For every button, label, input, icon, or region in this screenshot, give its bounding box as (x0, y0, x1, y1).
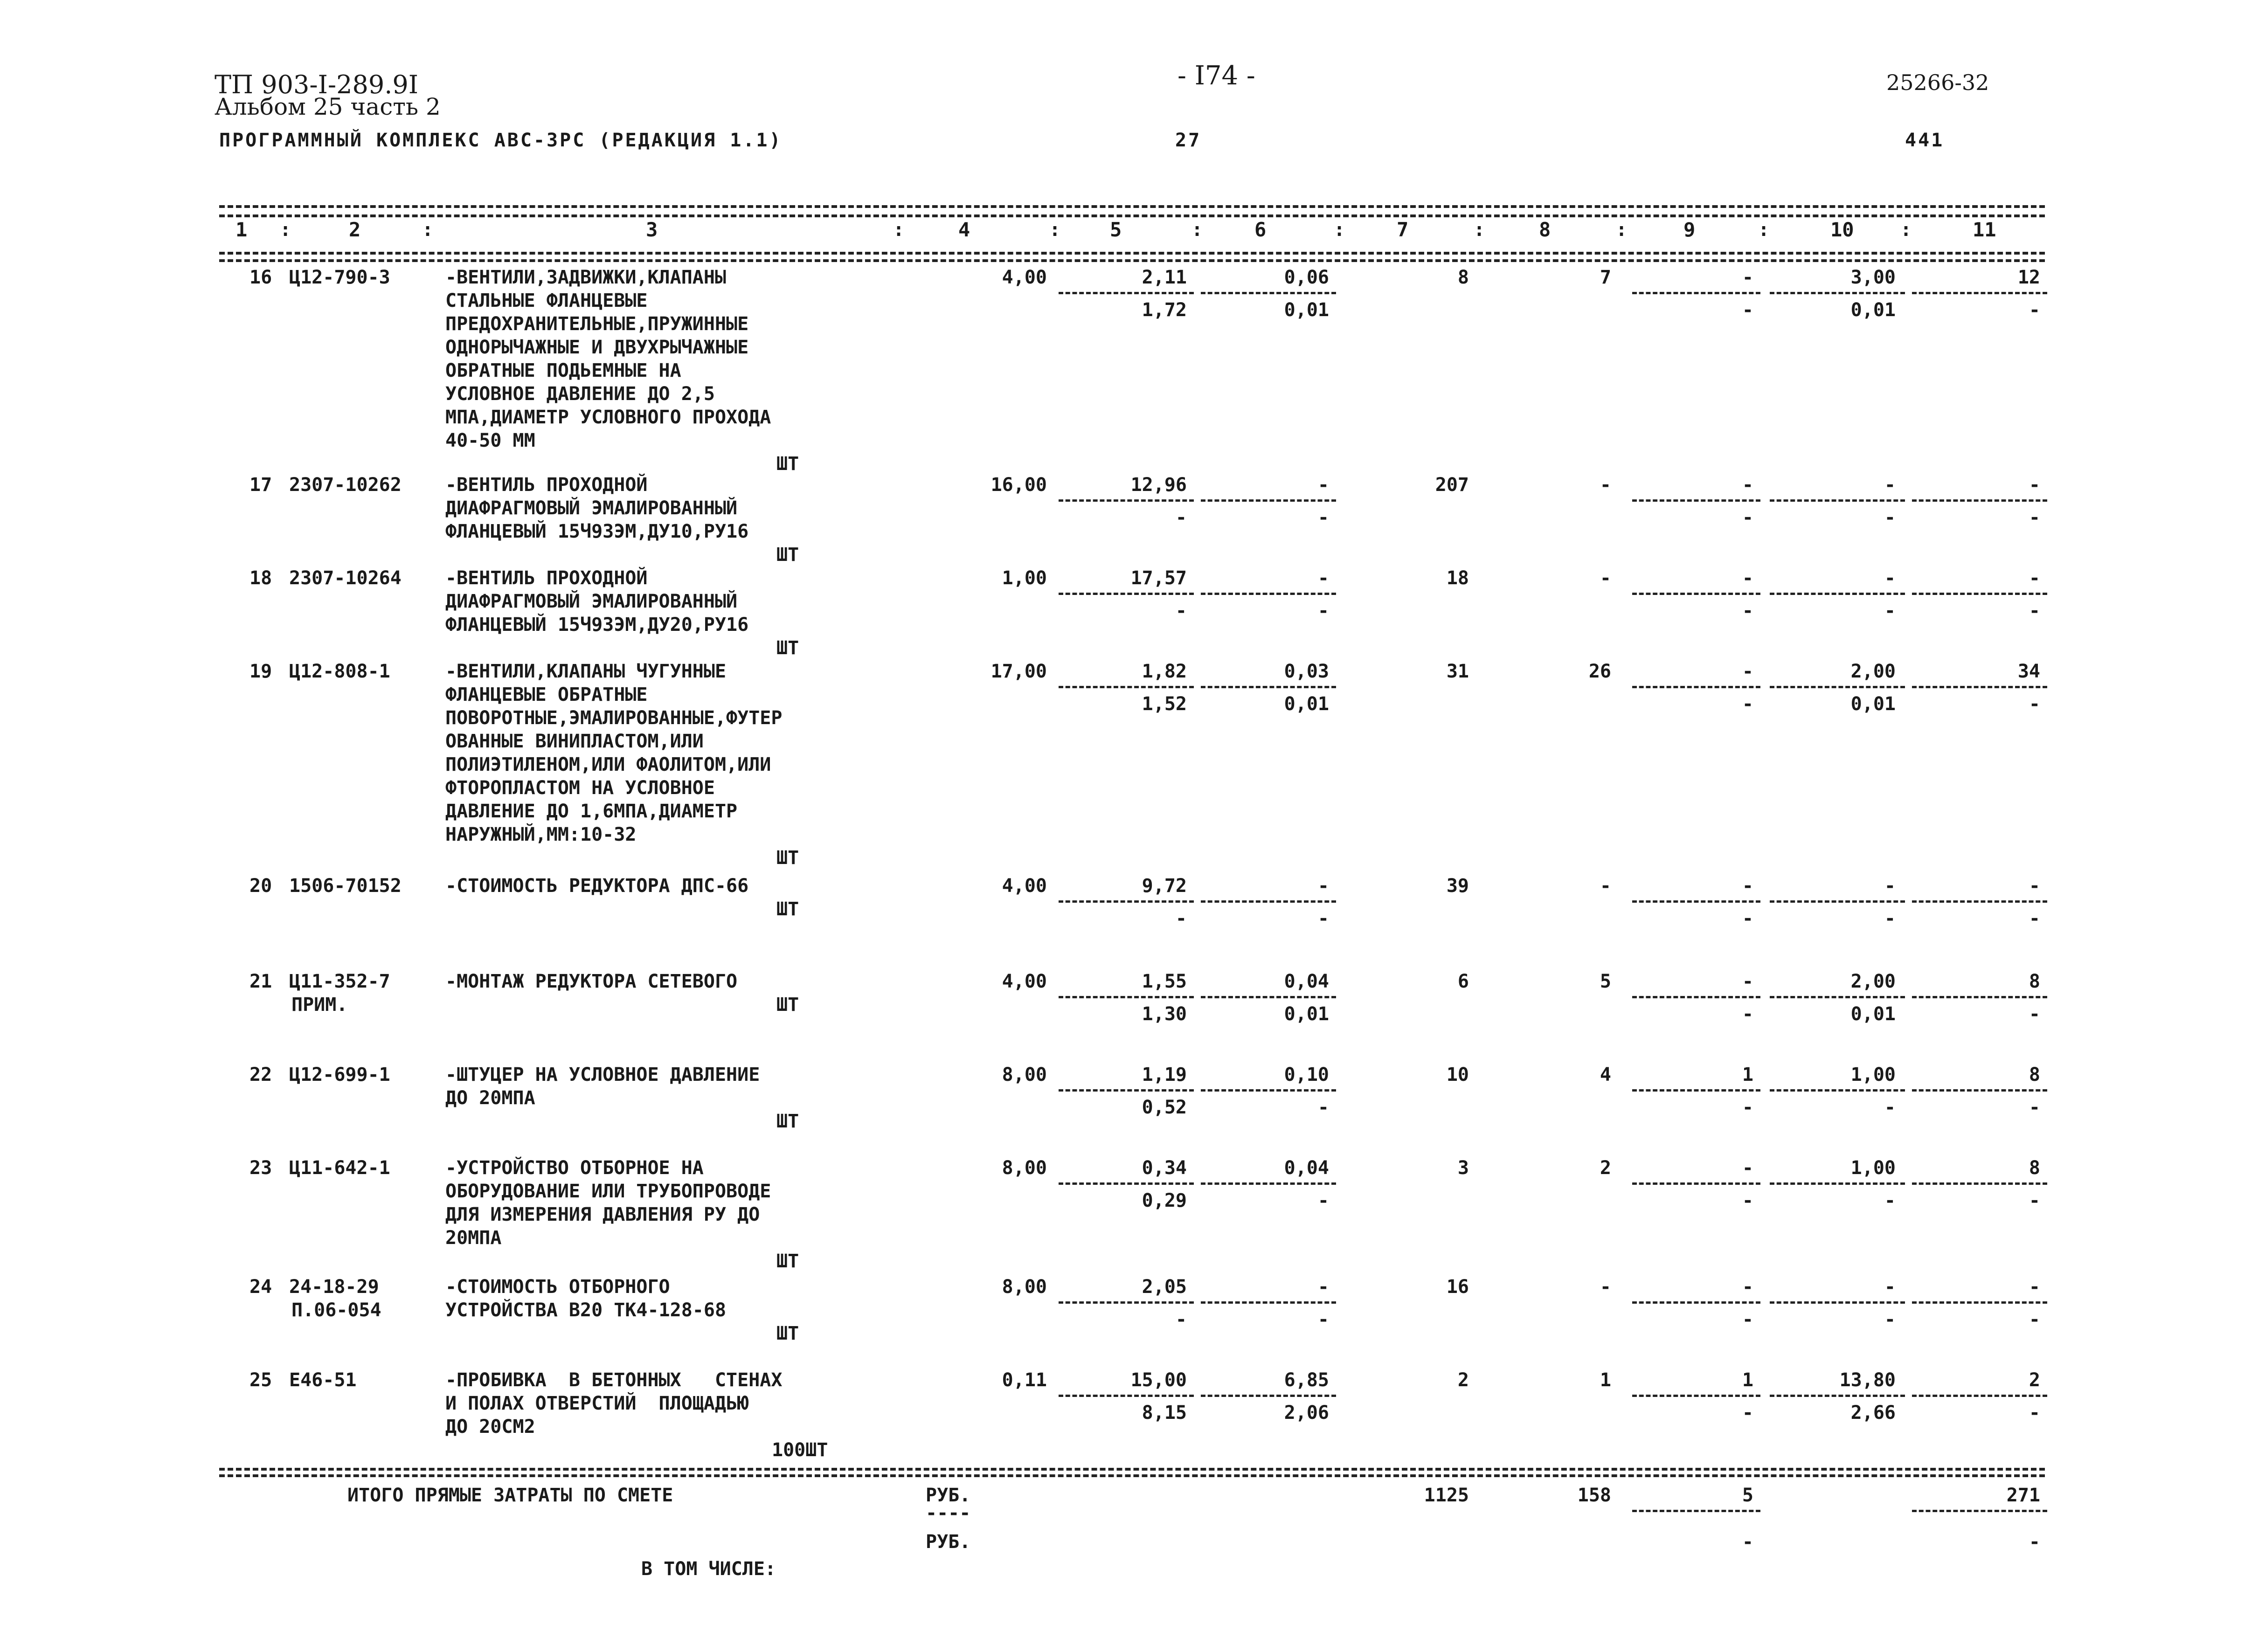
value-col-11: 2 (2029, 1369, 2040, 1391)
work-description: ОБРАТНЫЕ ПОДЬЕМНЫЕ НА (445, 360, 681, 381)
work-description: -МОНТАЖ РЕДУКТОРА СЕТЕВОГО (445, 971, 738, 992)
value-col-5: 17,57 (1130, 567, 1187, 589)
value-col-8: 1 (1600, 1369, 1611, 1391)
value-col-8: - (1600, 474, 1611, 496)
including-label: В ТОМ ЧИСЛЕ: (641, 1558, 776, 1580)
subvalue-separator-6 (1201, 1301, 1336, 1304)
unit-of-measure: ШТ (776, 899, 799, 920)
rate-code: 2307-10264 (289, 567, 402, 589)
work-description: ДО 20МПА (445, 1087, 535, 1109)
unit-of-measure: ШТ (776, 1111, 799, 1132)
value-col-5: 15,00 (1130, 1369, 1187, 1391)
value-col-5: 1,55 (1142, 971, 1187, 992)
column-header-3: 3 (646, 218, 658, 241)
value-col-4: 8,00 (1002, 1064, 1047, 1085)
column-separator: : (280, 219, 291, 241)
column-separator: : (1191, 219, 1203, 241)
row-number: 23 (249, 1157, 272, 1179)
column-separator: : (1049, 219, 1061, 241)
subvalue-separator-9 (1632, 686, 1760, 688)
value-col-5: 2,05 (1142, 1276, 1187, 1298)
value-col-10: 3,00 (1850, 267, 1896, 288)
subvalue-separator-6 (1201, 499, 1336, 502)
value-col-5: 0,34 (1142, 1157, 1187, 1179)
work-description: И ПОЛАХ ОТВЕРСТИЙ ПЛОЩАДЬЮ (445, 1393, 749, 1414)
value-col-11: 8 (2029, 1157, 2040, 1179)
totals-col-8: 158 (1577, 1485, 1611, 1506)
value-col-8: 4 (1600, 1064, 1611, 1085)
document-code: ТП 903-I-289.9I (215, 70, 419, 99)
subvalue-separator-10 (1770, 499, 1905, 502)
value-col-11: 12 (2017, 267, 2040, 288)
rate-code: Ц12-808-1 (289, 661, 390, 682)
value-col-4: 16,00 (990, 474, 1047, 496)
subvalue-col-9: - (1742, 1003, 1753, 1025)
work-description: НАРУЖНЫЙ,ММ:10-32 (445, 824, 637, 845)
subvalue-col-5: - (1175, 507, 1187, 528)
value-col-11: - (2029, 567, 2040, 589)
table-top-rule-2 (219, 214, 2045, 217)
row-number: 19 (249, 661, 272, 682)
column-header-4: 4 (958, 218, 970, 241)
subvalue-separator-6 (1201, 1089, 1336, 1092)
value-col-4: 4,00 (1002, 267, 1047, 288)
work-description: ДИАФРАГМОВЫЙ ЭМАЛИРОВАННЫЙ (445, 591, 738, 612)
work-description: МПА,ДИАМЕТР УСЛОВНОГО ПРОХОДА (445, 407, 771, 428)
value-col-9: - (1742, 971, 1753, 992)
value-col-9: - (1742, 1276, 1753, 1298)
subvalue-col-11: - (2029, 299, 2040, 321)
subvalue-col-5: 0,52 (1142, 1097, 1187, 1118)
subvalue-separator-6 (1201, 292, 1336, 294)
row-number: 20 (249, 875, 272, 897)
value-col-7: 18 (1446, 567, 1469, 589)
subvalue-col-10: - (1884, 600, 1896, 622)
totals-unit-separator: ---- (926, 1502, 971, 1524)
value-col-6: 0,03 (1284, 661, 1329, 682)
subvalue-col-6: - (1317, 1190, 1329, 1211)
subvalue-col-9: - (1742, 600, 1753, 622)
subvalue-separator-9 (1632, 499, 1760, 502)
unit-of-measure: ШТ (776, 637, 799, 659)
value-col-5: 12,96 (1130, 474, 1187, 496)
subvalue-separator-10 (1770, 900, 1905, 903)
totals-col-9: 5 (1742, 1485, 1753, 1506)
value-col-4: 8,00 (1002, 1276, 1047, 1298)
row-number: 22 (249, 1064, 272, 1085)
subvalue-col-11: - (2029, 600, 2040, 622)
subvalue-col-11: - (2029, 908, 2040, 929)
subvalue-col-6: 0,01 (1284, 1003, 1329, 1025)
subvalue-separator-10 (1770, 1395, 1905, 1397)
column-header-7: 7 (1397, 218, 1409, 241)
table-header-bottom-rule (219, 252, 2045, 255)
subvalue-col-6: 0,01 (1284, 693, 1329, 715)
subvalue-col-6: 0,01 (1284, 299, 1329, 321)
value-col-10: 13,80 (1839, 1369, 1896, 1391)
value-col-9: - (1742, 474, 1753, 496)
value-col-5: 2,11 (1142, 267, 1187, 288)
subvalue-separator-5 (1059, 499, 1194, 502)
subvalue-col-5: - (1175, 908, 1187, 929)
totals-separator-11 (1912, 1510, 2047, 1512)
subvalue-col-9: - (1742, 507, 1753, 528)
subvalue-separator-6 (1201, 900, 1336, 903)
value-col-11: 8 (2029, 971, 2040, 992)
unit-of-measure: ШТ (776, 994, 799, 1016)
subvalue-col-10: 0,01 (1850, 1003, 1896, 1025)
value-col-9: - (1742, 875, 1753, 897)
totals-sub-col-11: - (2029, 1531, 2040, 1553)
rate-code: Ц12-699-1 (289, 1064, 390, 1085)
subvalue-separator-11 (1912, 686, 2047, 688)
subvalue-separator-10 (1770, 1301, 1905, 1304)
rate-code: 1506-70152 (289, 875, 402, 897)
column-header-5: 5 (1110, 218, 1122, 241)
value-col-8: 26 (1588, 661, 1611, 682)
subvalue-col-9: - (1742, 299, 1753, 321)
work-description: -ВЕНТИЛЬ ПРОХОДНОЙ (445, 567, 648, 589)
subvalue-col-6: - (1317, 1309, 1329, 1330)
subvalue-col-5: - (1175, 1309, 1187, 1330)
subvalue-col-10: 0,01 (1850, 299, 1896, 321)
work-description: -ВЕНТИЛИ,ЗАДВИЖКИ,КЛАПАНЫ (445, 267, 727, 288)
work-description: ФТОРОПЛАСТОМ НА УСЛОВНОЕ (445, 777, 715, 799)
subvalue-col-10: 0,01 (1850, 693, 1896, 715)
subvalue-separator-11 (1912, 1089, 2047, 1092)
value-col-4: 4,00 (1002, 875, 1047, 897)
row-number: 21 (249, 971, 272, 992)
subvalue-separator-9 (1632, 292, 1760, 294)
value-col-11: 8 (2029, 1064, 2040, 1085)
value-col-7: 31 (1446, 661, 1469, 682)
value-col-8: - (1600, 567, 1611, 589)
value-col-8: - (1600, 875, 1611, 897)
totals-label: ИТОГО ПРЯМЫЕ ЗАТРАТЫ ПО СМЕТЕ (347, 1485, 673, 1506)
value-col-7: 207 (1435, 474, 1469, 496)
rate-code: П.06-054 (291, 1299, 381, 1321)
value-col-4: 17,00 (990, 661, 1047, 682)
subvalue-col-5: 1,52 (1142, 693, 1187, 715)
subvalue-separator-11 (1912, 1182, 2047, 1185)
subvalue-separator-11 (1912, 996, 2047, 998)
subvalue-separator-6 (1201, 686, 1336, 688)
column-header-9: 9 (1683, 218, 1696, 241)
album-label: Альбом 25 часть 2 (215, 93, 441, 120)
value-col-5: 9,72 (1142, 875, 1187, 897)
subvalue-separator-5 (1059, 1182, 1194, 1185)
column-separator: : (1616, 219, 1628, 241)
rate-code: ПРИМ. (291, 994, 348, 1016)
subvalue-separator-10 (1770, 1182, 1905, 1185)
work-description: -УСТРОЙСТВО ОТБОРНОЕ НА (445, 1157, 704, 1179)
subvalue-separator-5 (1059, 1301, 1194, 1304)
totals-top-rule-2 (219, 1474, 2045, 1477)
table-top-rule (219, 205, 2045, 208)
form-number: 441 (1905, 130, 1945, 151)
subvalue-separator-5 (1059, 900, 1194, 903)
subvalue-separator-11 (1912, 292, 2047, 294)
subvalue-col-6: 2,06 (1284, 1402, 1329, 1424)
column-header-6: 6 (1254, 218, 1267, 241)
subvalue-separator-6 (1201, 593, 1336, 595)
value-col-8: - (1600, 1276, 1611, 1298)
column-separator: : (1758, 219, 1770, 241)
subvalue-col-11: - (2029, 693, 2040, 715)
work-description: ДАВЛЕНИЕ ДО 1,6МПА,ДИАМЕТР (445, 801, 738, 822)
rate-code: 2307-10262 (289, 474, 402, 496)
work-description: ОБОРУДОВАНИЕ ИЛИ ТРУБОПРОВОДЕ (445, 1181, 771, 1202)
work-description: ДЛЯ ИЗМЕРЕНИЯ ДАВЛЕНИЯ РУ ДО (445, 1204, 760, 1225)
unit-of-measure: ШТ (776, 1251, 799, 1272)
subvalue-separator-11 (1912, 1395, 2047, 1397)
value-col-6: - (1317, 567, 1329, 589)
value-col-4: 4,00 (1002, 971, 1047, 992)
subvalue-col-5: - (1175, 600, 1187, 622)
work-description: ДО 20СМ2 (445, 1416, 535, 1438)
subvalue-col-5: 8,15 (1142, 1402, 1187, 1424)
value-col-6: 6,85 (1284, 1369, 1329, 1391)
subvalue-col-11: - (2029, 507, 2040, 528)
unit-of-measure: ШТ (776, 544, 799, 566)
subvalue-col-11: - (2029, 1402, 2040, 1424)
value-col-8: 2 (1600, 1157, 1611, 1179)
value-col-6: 0,10 (1284, 1064, 1329, 1085)
value-col-7: 10 (1446, 1064, 1469, 1085)
value-col-11: - (2029, 1276, 2040, 1298)
subvalue-col-9: - (1742, 1309, 1753, 1330)
totals-unit: РУБ. (926, 1485, 971, 1506)
value-col-10: 2,00 (1850, 971, 1896, 992)
subvalue-col-6: - (1317, 507, 1329, 528)
subvalue-col-9: - (1742, 908, 1753, 929)
value-col-6: 0,04 (1284, 1157, 1329, 1179)
subvalue-separator-6 (1201, 1182, 1336, 1185)
work-description: -ПРОБИВКА В БЕТОННЫХ СТЕНАХ (445, 1369, 783, 1391)
subvalue-col-11: - (2029, 1003, 2040, 1025)
subvalue-col-9: - (1742, 1097, 1753, 1118)
value-col-7: 16 (1446, 1276, 1469, 1298)
subvalue-separator-5 (1059, 1089, 1194, 1092)
value-col-7: 39 (1446, 875, 1469, 897)
totals-col-7: 1125 (1424, 1485, 1469, 1506)
column-separator: : (893, 219, 905, 241)
column-separator: : (1900, 219, 1912, 241)
row-number: 25 (249, 1369, 272, 1391)
subvalue-separator-10 (1770, 593, 1905, 595)
value-col-9: - (1742, 267, 1753, 288)
value-col-8: 7 (1600, 267, 1611, 288)
value-col-9: 1 (1742, 1064, 1753, 1085)
work-description: ОВАННЫЕ ВИНИПЛАСТОМ,ИЛИ (445, 731, 704, 752)
row-number: 16 (249, 267, 272, 288)
subvalue-separator-10 (1770, 686, 1905, 688)
software-name: ПРОГРАММНЫЙ КОМПЛЕКС АВС-3РС (РЕДАКЦИЯ 1.1) (219, 130, 783, 151)
column-header-1: 1 (235, 218, 248, 241)
work-description: ПРЕДОХРАНИТЕЛЬНЫЕ,ПРУЖИННЫЕ (445, 313, 749, 335)
column-separator: : (422, 219, 434, 241)
sheet-number: 27 (1175, 130, 1202, 151)
work-description: -ВЕНТИЛИ,КЛАПАНЫ ЧУГУННЫЕ (445, 661, 727, 682)
subvalue-separator-10 (1770, 996, 1905, 998)
subvalue-col-6: - (1317, 600, 1329, 622)
work-description: -ВЕНТИЛЬ ПРОХОДНОЙ (445, 474, 648, 496)
work-description: ПОВОРОТНЫЕ,ЭМАЛИРОВАННЫЕ,ФУТЕР (445, 707, 783, 729)
subvalue-col-10: - (1884, 1190, 1896, 1211)
subvalue-col-11: - (2029, 1309, 2040, 1330)
subvalue-separator-9 (1632, 996, 1760, 998)
rate-code: Е46-51 (289, 1369, 357, 1391)
subvalue-col-9: - (1742, 1190, 1753, 1211)
totals-sub-col-9: - (1742, 1531, 1753, 1553)
row-number: 18 (249, 567, 272, 589)
subvalue-separator-5 (1059, 593, 1194, 595)
work-description: СТАЛЬНЫЕ ФЛАНЦЕВЫЕ (445, 290, 648, 311)
work-description: ПОЛИЭТИЛЕНОМ,ИЛИ ФАОЛИТОМ,ИЛИ (445, 754, 771, 775)
work-description: 40-50 ММ (445, 430, 535, 451)
value-col-8: 5 (1600, 971, 1611, 992)
work-description: ДИАФРАГМОВЫЙ ЭМАЛИРОВАННЫЙ (445, 498, 738, 519)
value-col-9: 1 (1742, 1369, 1753, 1391)
subvalue-separator-11 (1912, 499, 2047, 502)
totals-col-11: 271 (2006, 1485, 2040, 1506)
work-description: -ШТУЦЕР НА УСЛОВНОЕ ДАВЛЕНИЕ (445, 1064, 760, 1085)
table-header-bottom-rule-2 (219, 259, 2045, 262)
value-col-10: - (1884, 474, 1896, 496)
value-col-9: - (1742, 1157, 1753, 1179)
work-description: -СТОИМОСТЬ РЕДУКТОРА ДПС-66 (445, 875, 749, 897)
totals-separator-9 (1632, 1510, 1760, 1512)
value-col-4: 1,00 (1002, 567, 1047, 589)
subvalue-col-10: - (1884, 908, 1896, 929)
subvalue-separator-5 (1059, 686, 1194, 688)
subvalue-separator-5 (1059, 292, 1194, 294)
row-number: 17 (249, 474, 272, 496)
value-col-5: 1,82 (1142, 661, 1187, 682)
value-col-10: - (1884, 1276, 1896, 1298)
row-number: 24 (249, 1276, 272, 1298)
value-col-6: - (1317, 875, 1329, 897)
rate-code: Ц11-642-1 (289, 1157, 390, 1179)
totals-unit-2: РУБ. (926, 1531, 971, 1553)
subvalue-separator-5 (1059, 996, 1194, 998)
subvalue-col-6: - (1317, 908, 1329, 929)
work-description: УСТРОЙСТВА В20 ТК4-128-68 (445, 1299, 727, 1321)
value-col-10: - (1884, 567, 1896, 589)
stamp-number: 25266-32 (1886, 70, 1989, 95)
subvalue-col-9: - (1742, 693, 1753, 715)
subvalue-separator-10 (1770, 292, 1905, 294)
column-header-11: 11 (1973, 218, 1996, 241)
value-col-6: 0,06 (1284, 267, 1329, 288)
subvalue-separator-11 (1912, 900, 2047, 903)
column-separator: : (1334, 219, 1345, 241)
value-col-5: 1,19 (1142, 1064, 1187, 1085)
subvalue-col-10: - (1884, 1309, 1896, 1330)
work-description: ФЛАНЦЕВЫЕ ОБРАТНЫЕ (445, 684, 648, 705)
subvalue-col-9: - (1742, 1402, 1753, 1424)
value-col-10: 1,00 (1850, 1157, 1896, 1179)
unit-of-measure: 100ШТ (772, 1439, 828, 1461)
value-col-11: - (2029, 474, 2040, 496)
column-header-10: 10 (1830, 218, 1854, 241)
totals-top-rule (219, 1468, 2045, 1471)
page-number: - I74 - (1177, 61, 1255, 91)
value-col-6: 0,04 (1284, 971, 1329, 992)
value-col-9: - (1742, 567, 1753, 589)
subvalue-separator-11 (1912, 1301, 2047, 1304)
unit-of-measure: ШТ (776, 453, 799, 475)
value-col-6: - (1317, 474, 1329, 496)
subvalue-col-11: - (2029, 1097, 2040, 1118)
work-description: 20МПА (445, 1227, 502, 1249)
value-col-7: 3 (1457, 1157, 1469, 1179)
value-col-10: 1,00 (1850, 1064, 1896, 1085)
value-col-10: 2,00 (1850, 661, 1896, 682)
work-description: УСЛОВНОЕ ДАВЛЕНИЕ ДО 2,5 (445, 383, 715, 405)
work-description: ФЛАНЦЕВЫЙ 15Ч93ЭМ,ДУ10,РУ16 (445, 521, 749, 542)
subvalue-separator-11 (1912, 593, 2047, 595)
subvalue-separator-9 (1632, 593, 1760, 595)
subvalue-separator-9 (1632, 1182, 1760, 1185)
value-col-7: 8 (1457, 267, 1469, 288)
rate-code: Ц11-352-7 (289, 971, 390, 992)
value-col-7: 2 (1457, 1369, 1469, 1391)
column-header-2: 2 (349, 218, 361, 241)
subvalue-separator-5 (1059, 1395, 1194, 1397)
subvalue-col-10: - (1884, 507, 1896, 528)
subvalue-separator-9 (1632, 1089, 1760, 1092)
value-col-6: - (1317, 1276, 1329, 1298)
subvalue-col-10: 2,66 (1850, 1402, 1896, 1424)
unit-of-measure: ШТ (776, 847, 799, 869)
work-description: ФЛАНЦЕВЫЙ 15Ч93ЭМ,ДУ20,РУ16 (445, 614, 749, 636)
subvalue-col-5: 1,72 (1142, 299, 1187, 321)
subvalue-col-11: - (2029, 1190, 2040, 1211)
subvalue-separator-6 (1201, 996, 1336, 998)
work-description: ОДНОРЫЧАЖНЫЕ И ДВУХРЫЧАЖНЫЕ (445, 337, 749, 358)
rate-code: Ц12-790-3 (289, 267, 390, 288)
unit-of-measure: ШТ (776, 1323, 799, 1344)
rate-code: 24-18-29 (289, 1276, 379, 1298)
subvalue-separator-9 (1632, 900, 1760, 903)
value-col-11: 34 (2017, 661, 2040, 682)
subvalue-separator-6 (1201, 1395, 1336, 1397)
work-description: -СТОИМОСТЬ ОТБОРНОГО (445, 1276, 670, 1298)
value-col-9: - (1742, 661, 1753, 682)
subvalue-col-5: 1,30 (1142, 1003, 1187, 1025)
value-col-10: - (1884, 875, 1896, 897)
subvalue-col-5: 0,29 (1142, 1190, 1187, 1211)
subvalue-col-6: - (1317, 1097, 1329, 1118)
value-col-11: - (2029, 875, 2040, 897)
column-separator: : (1474, 219, 1485, 241)
value-col-4: 0,11 (1002, 1369, 1047, 1391)
value-col-4: 8,00 (1002, 1157, 1047, 1179)
subvalue-separator-9 (1632, 1301, 1760, 1304)
column-header-8: 8 (1539, 218, 1551, 241)
subvalue-col-10: - (1884, 1097, 1896, 1118)
value-col-7: 6 (1457, 971, 1469, 992)
subvalue-separator-10 (1770, 1089, 1905, 1092)
subvalue-separator-9 (1632, 1395, 1760, 1397)
